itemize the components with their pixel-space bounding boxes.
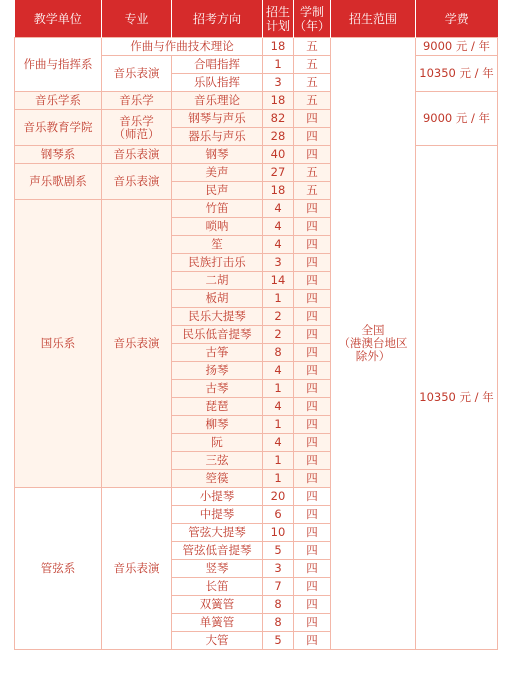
direction-cell: 管弦大提琴 (172, 524, 263, 542)
quota-cell: 14 (263, 272, 294, 290)
table-row (15, 92, 498, 110)
years-cell: 四 (294, 128, 331, 146)
quota-cell: 3 (263, 254, 294, 272)
table-row (15, 38, 498, 56)
years-cell: 四 (294, 596, 331, 614)
table-row (15, 146, 498, 164)
quota-cell: 8 (263, 614, 294, 632)
years-cell: 四 (294, 578, 331, 596)
direction-cell: 合唱指挥 (172, 56, 263, 74)
quota-cell: 82 (263, 110, 294, 128)
years-cell: 五 (294, 92, 331, 110)
tuition-cell: 10350 元 / 年 (416, 146, 498, 650)
tuition-cell: 10350 元 / 年 (416, 56, 498, 92)
direction-cell: 古筝 (172, 344, 263, 362)
direction-cell: 作曲与作曲技术理论 (102, 38, 263, 56)
unit-cell: 作曲与指挥系 (15, 38, 102, 92)
direction-cell: 竖琴 (172, 560, 263, 578)
years-cell: 四 (294, 254, 331, 272)
years-cell: 四 (294, 632, 331, 650)
direction-cell: 民乐低音提琴 (172, 326, 263, 344)
quota-cell: 1 (263, 56, 294, 74)
header-years (294, 0, 331, 38)
years-cell: 四 (294, 290, 331, 308)
quota-cell: 7 (263, 578, 294, 596)
years-cell: 四 (294, 488, 331, 506)
quota-cell: 3 (263, 74, 294, 92)
direction-cell: 扬琴 (172, 362, 263, 380)
years-cell: 四 (294, 452, 331, 470)
quota-cell: 18 (263, 92, 294, 110)
header-years-line1: 学制 (299, 4, 324, 19)
major-cell: 音乐表演 (102, 146, 172, 164)
years-cell: 四 (294, 308, 331, 326)
direction-cell: 小提琴 (172, 488, 263, 506)
years-cell: 五 (294, 164, 331, 182)
years-cell: 四 (294, 344, 331, 362)
major-cell: 音乐学 (102, 92, 172, 110)
years-cell: 四 (294, 362, 331, 380)
quota-cell: 10 (263, 524, 294, 542)
years-cell: 五 (294, 56, 331, 74)
quota-cell: 2 (263, 308, 294, 326)
tuition-cell: 9000 元 / 年 (416, 92, 498, 146)
quota-cell: 28 (263, 128, 294, 146)
quota-cell: 1 (263, 380, 294, 398)
years-cell: 四 (294, 218, 331, 236)
quota-cell: 8 (263, 596, 294, 614)
direction-cell: 中提琴 (172, 506, 263, 524)
header-direction: 招考方向 (172, 0, 263, 38)
years-cell: 四 (294, 506, 331, 524)
years-cell: 四 (294, 434, 331, 452)
tuition-cell: 9000 元 / 年 (416, 38, 498, 56)
direction-cell: 阮 (172, 434, 263, 452)
unit-cell: 声乐歌剧系 (15, 164, 102, 200)
years-cell: 四 (294, 272, 331, 290)
quota-cell: 5 (263, 632, 294, 650)
unit-cell: 国乐系 (15, 200, 102, 488)
major-cell: 音乐学 （师范） (102, 110, 172, 146)
years-cell: 四 (294, 614, 331, 632)
years-cell: 五 (294, 182, 331, 200)
direction-cell: 唢呐 (172, 218, 263, 236)
header-row (15, 0, 498, 38)
years-cell: 四 (294, 560, 331, 578)
direction-cell: 箜篌 (172, 470, 263, 488)
years-cell: 四 (294, 146, 331, 164)
direction-cell: 古琴 (172, 380, 263, 398)
direction-cell: 双簧管 (172, 596, 263, 614)
direction-cell: 板胡 (172, 290, 263, 308)
years-cell: 四 (294, 470, 331, 488)
direction-cell: 竹笛 (172, 200, 263, 218)
direction-cell: 美声 (172, 164, 263, 182)
years-cell: 四 (294, 524, 331, 542)
quota-cell: 1 (263, 452, 294, 470)
quota-cell: 4 (263, 398, 294, 416)
quota-cell: 18 (263, 38, 294, 56)
unit-cell: 音乐教育学院 (15, 110, 102, 146)
quota-cell: 6 (263, 506, 294, 524)
direction-cell: 器乐与声乐 (172, 128, 263, 146)
direction-cell: 民声 (172, 182, 263, 200)
quota-cell: 27 (263, 164, 294, 182)
header-quota (263, 0, 294, 38)
direction-cell: 二胡 (172, 272, 263, 290)
direction-cell: 管弦低音提琴 (172, 542, 263, 560)
direction-cell: 大管 (172, 632, 263, 650)
quota-cell: 4 (263, 218, 294, 236)
direction-cell: 音乐理论 (172, 92, 263, 110)
quota-cell: 8 (263, 344, 294, 362)
years-cell: 四 (294, 110, 331, 128)
years-cell: 五 (294, 38, 331, 56)
quota-cell: 4 (263, 200, 294, 218)
direction-cell: 钢琴 (172, 146, 263, 164)
major-cell: 音乐表演 (102, 200, 172, 488)
years-cell: 四 (294, 236, 331, 254)
years-cell: 四 (294, 326, 331, 344)
direction-cell: 钢琴与声乐 (172, 110, 263, 128)
direction-cell: 琵琶 (172, 398, 263, 416)
direction-cell: 三弦 (172, 452, 263, 470)
quota-cell: 18 (263, 182, 294, 200)
major-cell: 音乐表演 (102, 488, 172, 650)
quota-cell: 1 (263, 470, 294, 488)
quota-cell: 4 (263, 236, 294, 254)
quota-cell: 1 (263, 290, 294, 308)
quota-cell: 40 (263, 146, 294, 164)
header-years-line2: （年） (294, 18, 331, 33)
years-cell: 五 (294, 74, 331, 92)
years-cell: 四 (294, 380, 331, 398)
header-quota-line2: 计划 (265, 18, 290, 33)
quota-cell: 2 (263, 326, 294, 344)
header-unit: 教学单位 (15, 0, 102, 38)
header-major: 专业 (102, 0, 172, 38)
years-cell: 四 (294, 416, 331, 434)
unit-cell: 钢琴系 (15, 146, 102, 164)
quota-cell: 20 (263, 488, 294, 506)
header-tuition: 学费 (416, 0, 498, 38)
direction-cell: 笙 (172, 236, 263, 254)
unit-cell: 管弦系 (15, 488, 102, 650)
major-cell: 音乐表演 (102, 164, 172, 200)
quota-cell: 4 (263, 362, 294, 380)
direction-cell: 柳琴 (172, 416, 263, 434)
direction-cell: 民乐大提琴 (172, 308, 263, 326)
quota-cell: 4 (263, 434, 294, 452)
admission-table (14, 0, 498, 650)
direction-cell: 长笛 (172, 578, 263, 596)
major-cell: 音乐表演 (102, 56, 172, 92)
years-cell: 四 (294, 398, 331, 416)
direction-cell: 单簧管 (172, 614, 263, 632)
quota-cell: 3 (263, 560, 294, 578)
unit-cell: 音乐学系 (15, 92, 102, 110)
quota-cell: 1 (263, 416, 294, 434)
header-quota-line1: 招生 (265, 4, 290, 19)
scope-cell: 全国 （港澳台地区 除外） (331, 38, 416, 650)
header-scope: 招生范围 (331, 0, 416, 38)
years-cell: 四 (294, 542, 331, 560)
direction-cell: 民族打击乐 (172, 254, 263, 272)
quota-cell: 5 (263, 542, 294, 560)
years-cell: 四 (294, 200, 331, 218)
direction-cell: 乐队指挥 (172, 74, 263, 92)
